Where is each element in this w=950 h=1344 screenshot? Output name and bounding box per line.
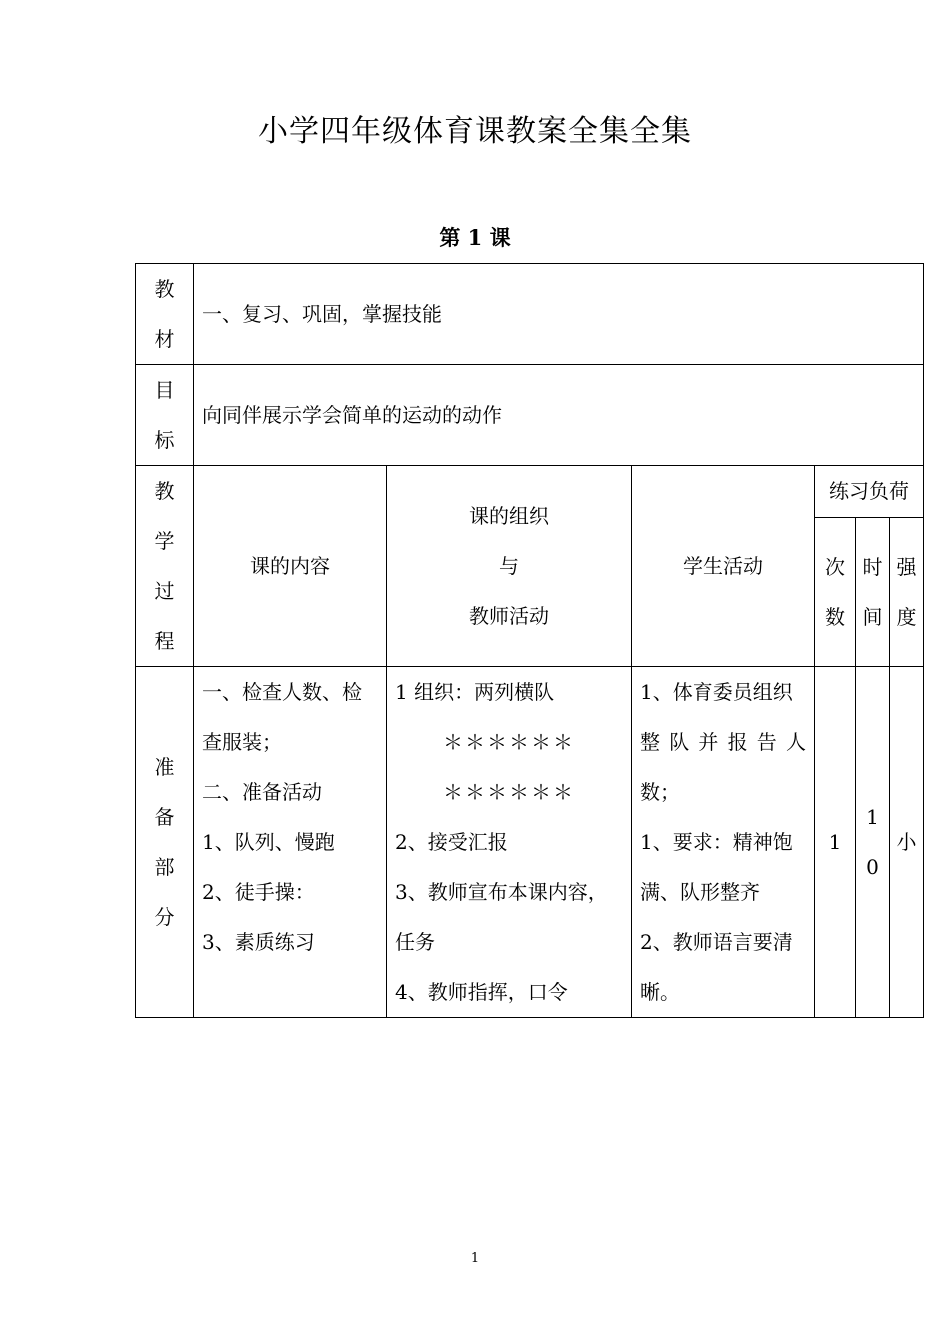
duration-header-char: 时 bbox=[862, 555, 883, 580]
org-line: 3、教师宣布本课内容， bbox=[395, 880, 608, 904]
student-line: 2、教师语言要清 bbox=[640, 930, 793, 954]
column-header-duration bbox=[856, 518, 890, 667]
column-header-organization bbox=[387, 466, 632, 667]
duration-digit: 1 bbox=[866, 805, 879, 829]
content-line: 查服装； bbox=[202, 730, 282, 754]
goal-text: 向同伴展示学会简单的运动的动作 bbox=[194, 365, 924, 466]
student-line: 晰。 bbox=[640, 980, 680, 1004]
material-label-char: 材 bbox=[154, 327, 175, 351]
process-label-char: 程 bbox=[154, 629, 175, 653]
student-line: 1、要求：精神饱 bbox=[640, 830, 793, 854]
org-line: 任务 bbox=[395, 930, 435, 954]
duration-header-char: 间 bbox=[862, 605, 883, 630]
content-line: 1、队列、慢跑 bbox=[202, 830, 335, 854]
preparation-label bbox=[136, 667, 194, 1018]
lesson-plan-table bbox=[135, 263, 924, 1018]
material-row bbox=[136, 264, 924, 365]
content-line: 二、准备活动 bbox=[202, 780, 322, 804]
document-title: 小学四年级体育课教案全集全集 bbox=[258, 114, 692, 149]
times-header-char: 次 bbox=[825, 555, 845, 580]
process-header-row bbox=[136, 466, 924, 518]
prep-label-char: 部 bbox=[154, 855, 175, 879]
student-line: 1、体育委员组织 bbox=[640, 680, 793, 704]
process-label-char: 过 bbox=[154, 579, 175, 603]
preparation-intensity: 小 bbox=[890, 667, 924, 1018]
column-header-times bbox=[815, 518, 856, 667]
intensity-header-char: 强 bbox=[896, 555, 917, 580]
org-line: 2、接受汇报 bbox=[395, 830, 508, 854]
preparation-content bbox=[194, 667, 387, 1018]
goal-label-char: 标 bbox=[154, 428, 175, 452]
column-header-student: 学生活动 bbox=[632, 466, 815, 667]
goal-label-char: 目 bbox=[154, 378, 175, 402]
preparation-organization bbox=[387, 667, 632, 1018]
org-line: 1 组织：两列横队 bbox=[395, 680, 555, 704]
prep-label-char: 准 bbox=[154, 755, 175, 779]
student-line: 数； bbox=[640, 780, 680, 804]
process-label-char: 学 bbox=[154, 529, 175, 553]
process-label-char: 教 bbox=[154, 479, 175, 503]
preparation-row bbox=[136, 667, 924, 1018]
page-number: 1 bbox=[470, 1251, 480, 1266]
prep-label-char: 分 bbox=[154, 905, 175, 929]
org-line: 4、教师指挥，口令 bbox=[395, 980, 568, 1004]
content-line: 3、素质练习 bbox=[202, 930, 315, 954]
material-text: 一、复习、巩固，掌握技能 bbox=[194, 264, 924, 365]
preparation-student-activity bbox=[632, 667, 815, 1018]
prep-label-char: 备 bbox=[154, 805, 175, 829]
goal-row bbox=[136, 365, 924, 466]
org-header-line: 课的组织 bbox=[469, 504, 549, 528]
column-header-intensity bbox=[890, 518, 924, 667]
student-line: 满、队形整齐 bbox=[640, 880, 760, 904]
preparation-times: 1 bbox=[815, 667, 856, 1018]
formation-stars-row-1: ＊＊＊＊＊＊ bbox=[443, 730, 575, 754]
content-line: 2、徒手操： bbox=[202, 880, 315, 904]
org-header-line: 教师活动 bbox=[469, 604, 549, 628]
column-header-content: 课的内容 bbox=[194, 466, 387, 667]
material-label-char: 教 bbox=[154, 277, 175, 301]
goal-label bbox=[136, 365, 194, 466]
times-header-char: 数 bbox=[825, 605, 845, 630]
lesson-heading: 第 1 课 bbox=[439, 225, 511, 250]
formation-stars-row-2: ＊＊＊＊＊＊ bbox=[443, 780, 575, 804]
org-header-line: 与 bbox=[499, 554, 519, 578]
material-label bbox=[136, 264, 194, 365]
preparation-duration bbox=[856, 667, 890, 1018]
content-line: 一、检查人数、检 bbox=[202, 680, 362, 704]
process-label bbox=[136, 466, 194, 667]
intensity-header-char: 度 bbox=[896, 605, 917, 630]
duration-digit: 0 bbox=[866, 855, 879, 879]
student-line: 整 队 并 报 告 人 bbox=[640, 730, 806, 754]
column-header-load: 练习负荷 bbox=[815, 466, 924, 518]
